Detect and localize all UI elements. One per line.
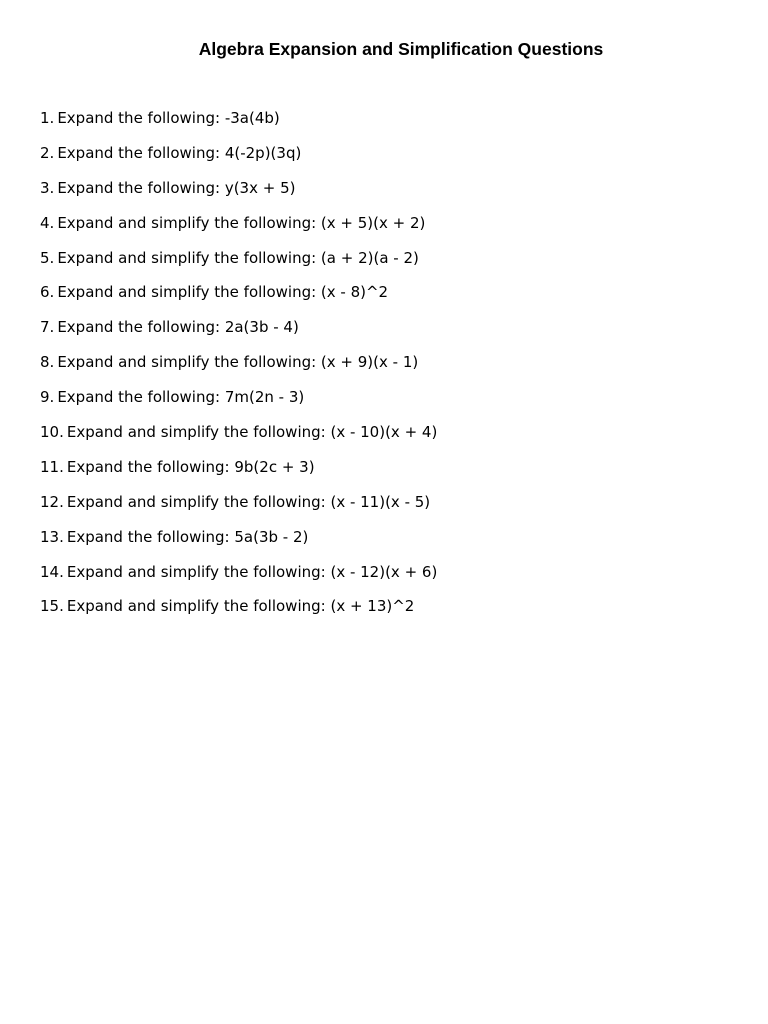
question-text: Expand the following: 9b(2c + 3) (66, 457, 315, 476)
question-item (40, 107, 437, 142)
question-number: 15. (40, 597, 64, 616)
question-item (40, 456, 437, 491)
question-number: 9. (40, 388, 55, 407)
question-item (40, 281, 437, 316)
question-number: 11. (40, 457, 64, 476)
question-text: Expand and simplify the following: (x - 12)(x + 6) (66, 562, 438, 581)
question-number: 2. (40, 143, 55, 162)
question-number: 4. (40, 213, 55, 232)
question-text: Expand and simplify the following: (x - 11)(x - 5) (66, 492, 431, 511)
question-item (40, 351, 437, 386)
question-number: 14. (40, 562, 64, 581)
question-text: Expand and simplify the following: (x + 9)(x - 1) (57, 353, 419, 372)
question-item (40, 561, 437, 596)
question-list (40, 107, 437, 630)
question-text: Expand and simplify the following: (x + 13)^2 (66, 597, 415, 616)
question-text: Expand and simplify the following: (x - 10)(x + 4) (66, 423, 438, 442)
question-number: 3. (40, 178, 55, 197)
question-number: 10. (40, 423, 64, 442)
question-number: 5. (40, 248, 55, 267)
question-text: Expand the following: 7m(2n - 3) (57, 388, 305, 407)
question-item (40, 491, 437, 526)
question-item (40, 177, 437, 212)
question-item (40, 316, 437, 351)
question-number: 13. (40, 527, 64, 546)
question-text: Expand and simplify the following: (x + 5)(x + 2) (57, 213, 426, 232)
question-item (40, 386, 437, 421)
question-item (40, 212, 437, 247)
question-text: Expand the following: -3a(4b) (57, 109, 280, 127)
question-item (40, 142, 437, 177)
question-item (40, 526, 437, 561)
question-number: 8. (40, 353, 55, 372)
question-text: Expand the following: y(3x + 5) (57, 178, 296, 197)
question-text: Expand and simplify the following: (x - 8)^2 (57, 283, 389, 302)
question-item (40, 595, 437, 630)
question-number: 7. (40, 318, 55, 337)
question-number: 12. (40, 492, 64, 511)
question-text: Expand the following: 2a(3b - 4) (57, 318, 299, 337)
question-item (40, 247, 437, 282)
question-number: 1. (40, 109, 55, 127)
question-number: 6. (40, 283, 55, 302)
question-item (40, 421, 437, 456)
question-text: Expand the following: 4(-2p)(3q) (57, 143, 302, 162)
document-title: Algebra Expansion and Simplification Questions (198, 39, 604, 59)
question-text: Expand and simplify the following: (a + 2)(a - 2) (57, 248, 419, 267)
question-text: Expand the following: 5a(3b - 2) (66, 527, 309, 546)
